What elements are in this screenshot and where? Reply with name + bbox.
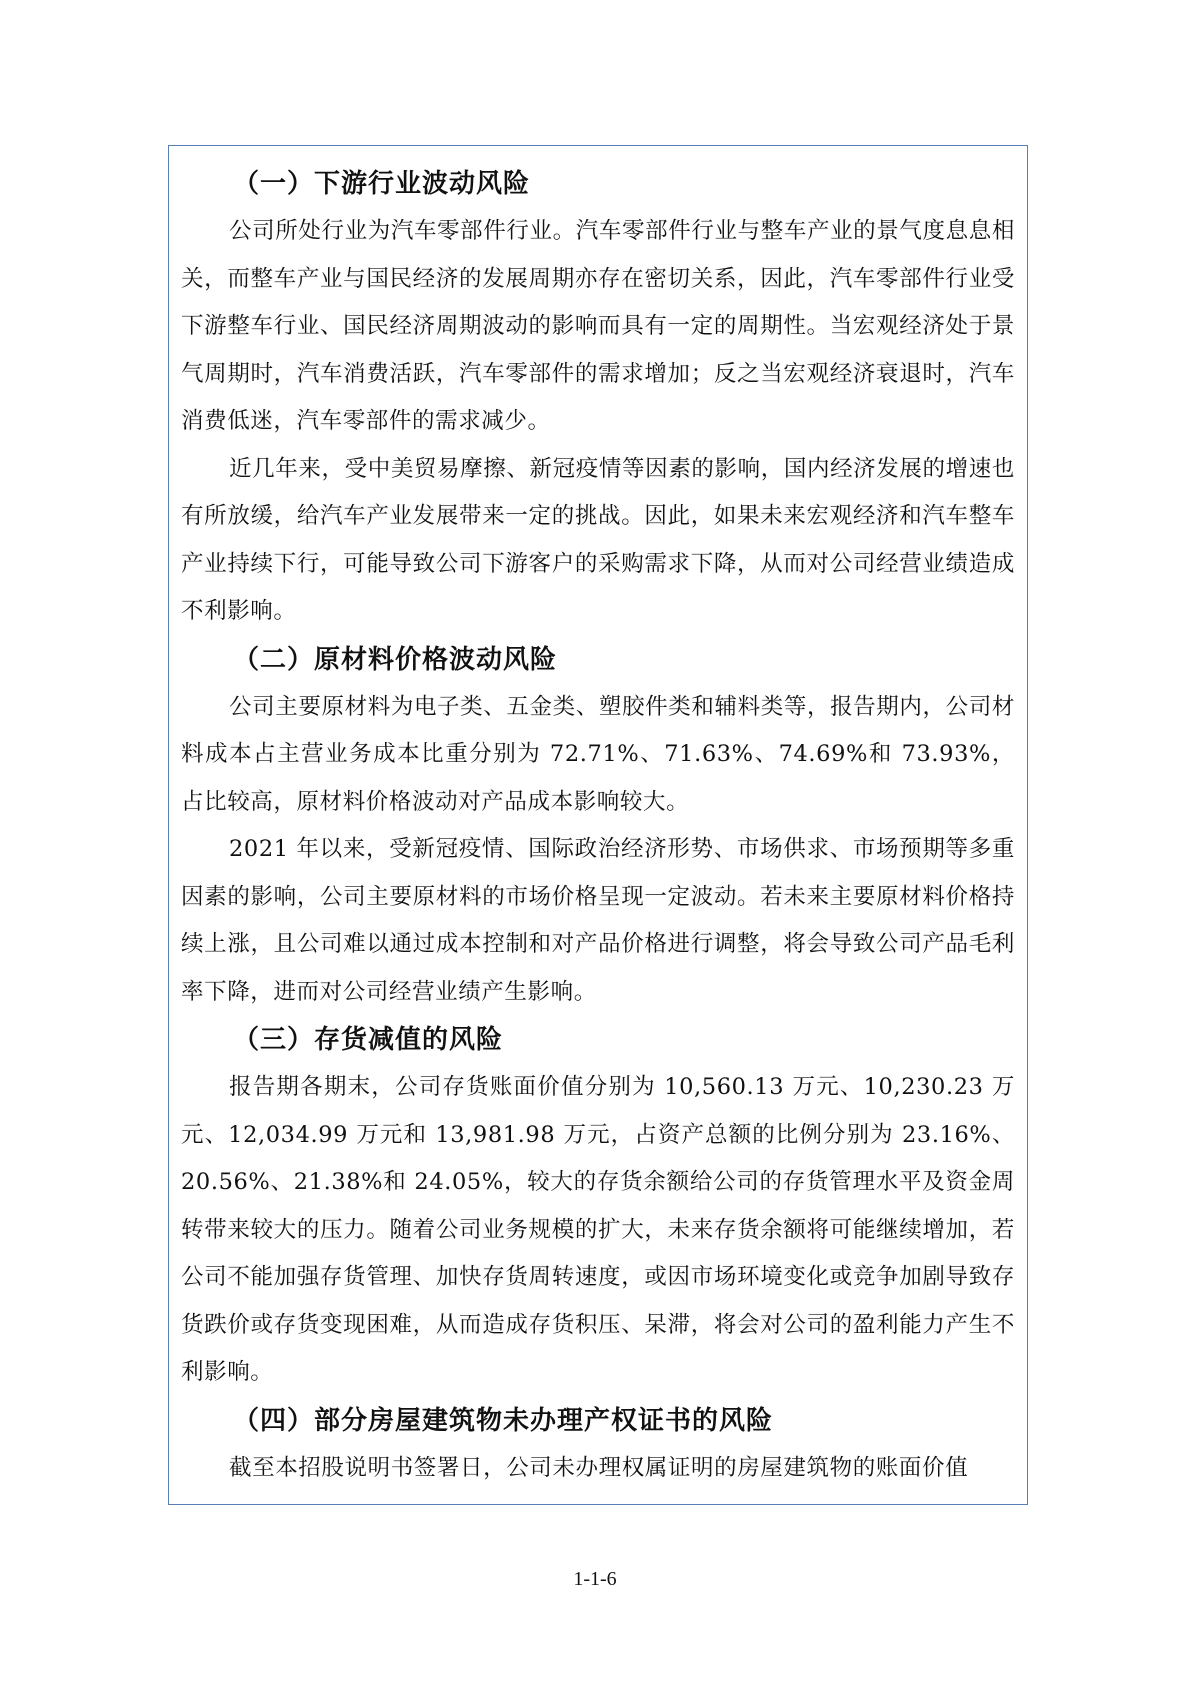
paragraph-property-certificate-1: 截至本招股说明书签署日，公司未办理权属证明的房屋建筑物的账面价值 [229,1454,969,1481]
page-number: 1-1-6 [573,1568,617,1590]
section-heading-downstream-risk: （一）下游行业波动风险 [233,169,531,199]
section-heading-inventory-risk: （三）存货减值的风险 [233,1025,504,1055]
section-heading-raw-material-risk: （二）原材料价格波动风险 [233,644,558,675]
section-heading-property-certificate-risk: （四）部分房屋建筑物未办理产权证书的风险 [233,1405,774,1436]
risk-factors-frame [168,145,1028,1505]
paragraph-inventory-1: 报告期各期末，公司存货账面价值分别为 10,560.13 万元、10,230.23 万元、12,034.99 万元和 13,981.98 万元，占资产总额的比例分别为 23.16%、20.56%、21.38%和 24.05%，较大的存货余额给公司的存货管理水平及资金周转带来较大的压力。随着公司业务规模的扩大，未来存货余额将可能继续增加，若公司不能加强存货管理、加快存货周转速度，或因市场环境变化或竞争加剧导致存货跌价或存货变现困难，从而造成存货积压、呆滞，将会对公司的盈利能力产生不利影响。 [181,1074,1015,1385]
paragraph-raw-material-1: 公司主要原材料为电子类、五金类、塑胶件类和辅料类等，报告期内，公司材料成本占主营业务成本比重分别为 72.71%、71.63%、74.69%和 73.93%，占比较高，原材料价格波动对产品成本影响较大。 [181,693,1015,815]
paragraph-downstream-2: 近几年来，受中美贸易摩擦、新冠疫情等因素的影响，国内经济发展的增速也有所放缓，给汽车产业发展带来一定的挑战。因此，如果未来宏观经济和汽车整车产业持续下行，可能导致公司下游客户的采购需求下降，从而对公司经营业绩造成不利影响。 [181,455,1015,624]
paragraph-raw-material-2: 2021 年以来，受新冠疫情、国际政治经济形势、市场供求、市场预期等多重因素的影响，公司主要原材料的市场价格呈现一定波动。若未来主要原材料价格持续上涨，且公司难以通过成本控制和对产品价格进行调整，将会导致公司产品毛利率下降，进而对公司经营业绩产生影响。 [181,836,1015,1005]
paragraph-downstream-1: 公司所处行业为汽车零部件行业。汽车零部件行业与整车产业的景气度息息相关，而整车产业与国民经济的发展周期亦存在密切关系，因此，汽车零部件行业受下游整车行业、国民经济周期波动的影响而具有一定的周期性。当宏观经济处于景气周期时，汽车消费活跃，汽车零部件的需求增加；反之当宏观经济衰退时，汽车消费低迷，汽车零部件的需求减少。 [181,218,1015,434]
